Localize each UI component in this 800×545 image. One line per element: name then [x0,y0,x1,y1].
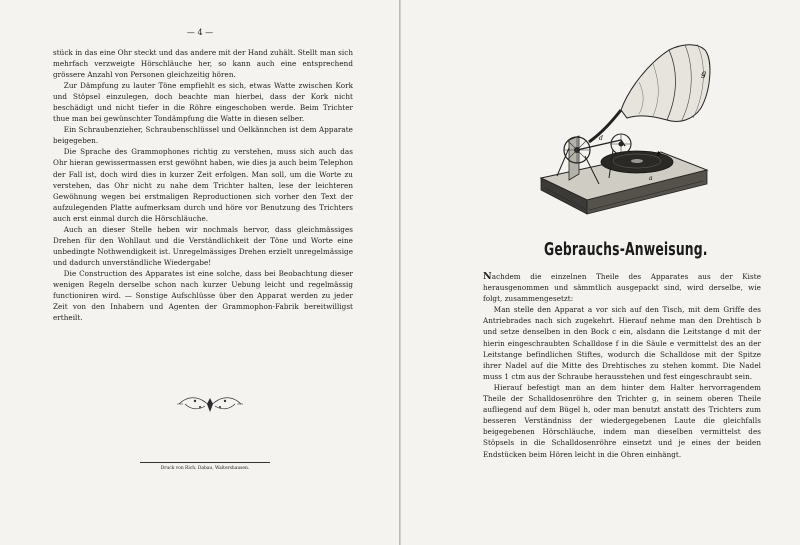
left-paragraph: Die Sprache des Grammophones richtig zu verstehen, muss sich auch das Ohr hieran gewissermassen erst gewöhnt haben, wie dies ja auch beim Telephon der Fall ist, doch wird dies in kurzer Zeit erfolgen. Man soll, um die Worte zu verstehen, das Ohr nicht zu nahe dem Trichter halten, lese der leichteren Gewöhnung wegen bei erstmaligen Reproductionen sich vorher den Text der aufzulegenden Platte aufmerksam durch und höre vor Benutzung des Trichters auch erst einmal durch die Hörschläuche. [53,147,353,223]
label-box: a [649,175,653,182]
right-paragraph: Man stelle den Apparat a vor sich auf den Tisch, mit dem Griffe des Antriebrades nach sich zugekehrt. Hierauf nehme man den Drehtisch b und setze denselben in den Bock c ein, alsdann die Leitstange d mit der hierin eingeschraubten Schalldose f in die Säule e vermittelst des an der Leitstange befindlichen Stiftes, wodurch die Schalldose mit der Spitze ihrer Nadel auf die Mitte des Drehtisches zu stehen kommt. Die Nadel muss 1 ctm aus der Schraube herausstehen und fest eingeschraubt sein. [483,305,761,381]
right-paragraph [483,271,761,304]
right-paragraph-text: achdem die einzelnen Theile des Apparates aus der Kiste herausgenommen und sämmtlich ausgepackt sind, wird derselbe, wie folgt, zusammengesetzt: [483,272,761,304]
right-paragraph: Hierauf befestigt man an dem hinter dem Halter hervorragendem Theile der Schalldosenröhre den Trichter g, in seinem oberen Theile aufliegend auf dem Bügel h, oder man benutzt anstatt des Trichters zum besseren Verständniss der wiedergegebenen Laute die gleichfalls beigegebenen Hörschläuche, indem man dieselben vermittelst des Stöpsels in die Schalldosenröhre einsetzt und je eines der beiden Endstücken beim Hören leicht in die Ohren einhängt. [483,382,761,459]
label-horn: g [701,69,707,78]
right-page-text [483,271,761,460]
label-disc: b [657,151,661,158]
left-paragraph: Zur Dämpfung zu lauter Töne empfiehlt es sich, etwas Watte zwischen Kork und Stöpsel einzulegen, doch beachte man hierbei, dass der Kork nicht beschädigt und nicht tiefer in die Röhre eingeschoben werde. Beim Trichter thue man bei gewünschter Tondämpfung die Watte in diesen selber. [53,81,353,124]
imprint-divider [140,462,270,463]
left-paragraph: Ein Schraubenzieher, Schraubenschlüssel und Oelkännchen ist dem Apparate beigegeben. [53,125,353,146]
ornament-vignette [175,392,245,416]
left-paragraph: Auch an dieser Stelle heben wir nochmals hervor, dass gleichmässiges Drehen für den Wohllaut und die Verständlichkeit der Töne und Worte eine unbedingte Nothwendigkeit ist. Unregelmässiges Drehen erzielt unregelmässige und dadurch unverständliche Wiedergabe! [53,224,353,267]
section-heading: Gebrauchs-Anweisung. [544,239,708,260]
right-page [400,0,800,545]
left-paragraph: stück in das eine Ohr steckt und das andere mit der Hand zuhält. Stellt man sich mehrfach verzweigte Hörschläuche her, so kann auch eine entsprechend grössere Anzahl von Personen gleichzeitig hören. [53,48,353,80]
page-number: — 4 — [186,28,214,37]
gramophone-illustration [529,28,729,228]
left-page-text [53,47,353,323]
drop-cap: N [483,271,492,282]
left-paragraph: Die Construction des Apparates ist eine solche, dass bei Beobachtung dieser wenigen Regeln derselbe schon nach kurzer Uebung leicht und regelmässig functioniren wird. — Sonstige Aufschlüsse über den Apparat werden zu jeder Zeit von den Inhabern und Agenten der Grammophon-Fabrik bereitwilligst ertheilt. [53,268,353,323]
label-arm: d [599,135,603,142]
printer-imprint: Druck von Rich. Dabau, Waltershausen. [160,466,250,471]
